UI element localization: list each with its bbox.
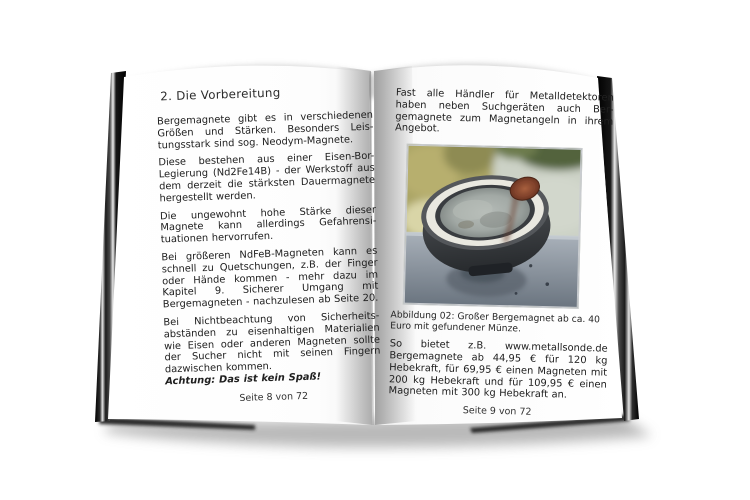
paragraph: Fast alle Händler für Metalldetektoren haben neben Suchgeräten auch Bergemagnete zum Magnetangeln in ihrem Angebot. [394,87,614,135]
figure-bergemagnet [390,144,613,337]
page-number-left: Seite 8 von 72 [239,390,309,404]
paragraph: Diese bestehen aus einer Eisen-Bor-Legierung (Nd2Fe14B) - der Werkstoff aus dem derzeit die stärksten Dauermagnete hergestellt werden. [158,151,376,205]
left-page [156,83,382,406]
figure-caption: Abbildung 02: Großer Bergemagnet ab ca. 40 Euro mit gefundener Münze. [390,309,601,335]
paragraph: Bei Nichtbeachtung von Sicherheitsabständen zu eisenhaltigen Materialien wie Eisen oder anderen Magneten sollte der Sucher nicht mit seinen Fingern dazwischen kommen. [163,310,381,376]
right-page [388,87,614,419]
bergemagnet-photo [403,144,583,309]
paragraph: Bergemagnete gibt es in verschiedenen Größen und Stärken. Besonders Leistungsstark sind sog. Neodym-Magnete. [156,109,374,152]
page-number-right: Seite 9 von 72 [462,405,532,418]
chapter-heading: 2. Die Vorbereitung [160,85,281,104]
paragraph: So bietet z.B. www.metallsonde.de Bergemagnete ab 44,95 € für 120 kg Hebekraft, für 69,95 € einen Magneten mit 200 kg Hebekraft und für 109,95 € einen Magneten mit 300 kg Hebekraft an. [388,338,608,402]
paragraph: Die ungewohnt hohe Stärke dieser Magnete kann allerdings Gefahrensituationen hervorrufen. [159,204,377,246]
warning-text: Achtung: Das ist kein Spaß! [165,371,322,388]
paragraph: Bei größeren NdFeB-Magneten kann es schnell zu Quetschungen, z.B. der Finger oder Hände kommen - mehr dazu im Kapitel 9. Sicherer Umgang mit Bergemagneten - nachzulesen ab Seite 20. [161,245,379,311]
